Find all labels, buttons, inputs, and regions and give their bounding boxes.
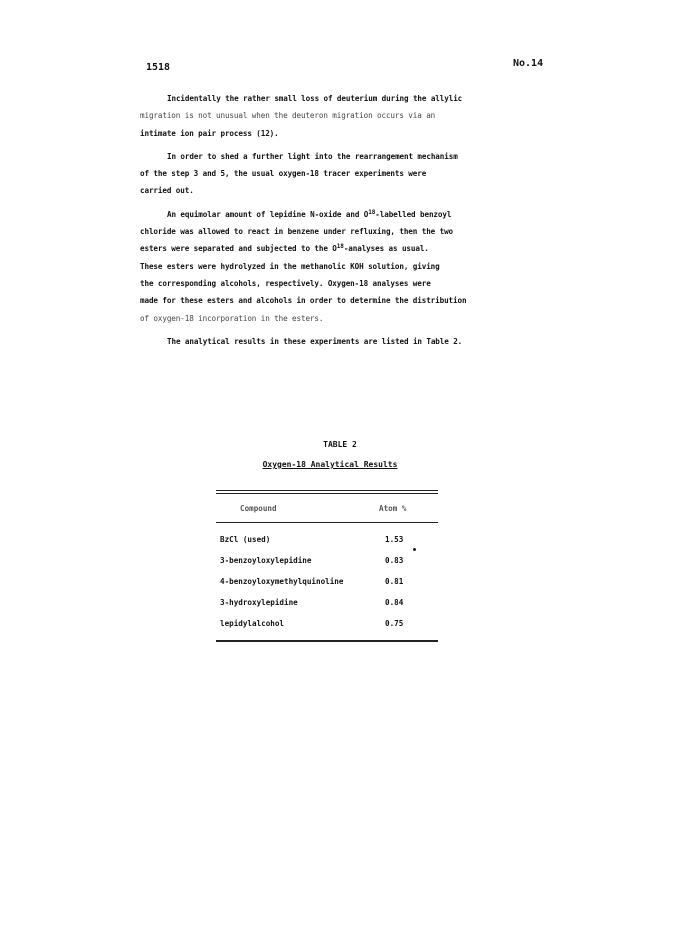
ink-dot bbox=[413, 548, 416, 551]
body-text bbox=[140, 90, 540, 350]
cell-atom-percent: 0.83 bbox=[385, 556, 404, 565]
text-line: The analytical results in these experiments are listed in Table 2. bbox=[167, 336, 463, 346]
cell-compound: 3-benzoyloxylepidine bbox=[220, 556, 312, 565]
text-line: of the step 3 and 5, the usual oxygen-18 tracer experiments were bbox=[140, 169, 427, 179]
cell-compound: 3-hydroxylepidine bbox=[220, 598, 298, 607]
text-line: of oxygen-18 incorporation in the esters. bbox=[140, 313, 324, 323]
paragraph-3 bbox=[140, 206, 540, 327]
table-title: TABLE 2 bbox=[323, 440, 357, 449]
page-number: 1518 bbox=[146, 62, 171, 73]
cell-atom-percent: 0.81 bbox=[385, 577, 404, 586]
cell-compound: lepidylalcohol bbox=[220, 619, 285, 628]
cell-compound: 4-benzoyloxymethylquinoline bbox=[220, 577, 344, 586]
text-line: the corresponding alcohols, respectively. Oxygen-18 analyses were bbox=[140, 278, 431, 288]
paragraph-2 bbox=[140, 148, 540, 200]
text-line: made for these esters and alcohols in order to determine the distribution bbox=[140, 296, 467, 306]
table-rule-bottom bbox=[216, 640, 438, 642]
table-rule-top-inner bbox=[216, 493, 438, 494]
text-line: Incidentally the rather small loss of deuterium during the allylic bbox=[167, 94, 463, 103]
table-rule-header bbox=[216, 522, 438, 523]
table-caption: Oxygen-18 Analytical Results bbox=[262, 460, 398, 469]
cell-atom-percent: 0.75 bbox=[385, 619, 404, 628]
table-rule-top bbox=[216, 490, 438, 491]
cell-compound: BzCl (used) bbox=[220, 535, 271, 544]
paragraph-1 bbox=[140, 90, 540, 142]
paragraph-4 bbox=[140, 333, 540, 350]
text-line: intimate ion pair process (12). bbox=[140, 128, 279, 138]
column-header-atom-percent: Atom % bbox=[379, 504, 407, 513]
text-line: chloride was allowed to react in benzene under refluxing, then the two bbox=[140, 227, 454, 237]
text-line: migration is not unusual when the deuteron migration occurs via an bbox=[140, 111, 436, 121]
text-line: These esters were hydrolyzed in the methanolic KOH solution, giving bbox=[140, 261, 440, 271]
journal-issue: No.14 bbox=[513, 58, 544, 69]
cell-atom-percent: 0.84 bbox=[385, 598, 404, 607]
text-line: carried out. bbox=[140, 186, 194, 196]
cell-atom-percent: 1.53 bbox=[385, 535, 404, 544]
column-header-compound: Compound bbox=[240, 504, 277, 513]
text-line: esters were separated and subjected to the $O^{18}$-analyses as usual. bbox=[140, 243, 429, 254]
text-line: An equimolar amount of lepidine N-oxide and $O^{18}$-labelled benzoyl bbox=[167, 208, 452, 219]
text-line: In order to shed a further light into the rearrangement mechanism bbox=[167, 151, 458, 161]
